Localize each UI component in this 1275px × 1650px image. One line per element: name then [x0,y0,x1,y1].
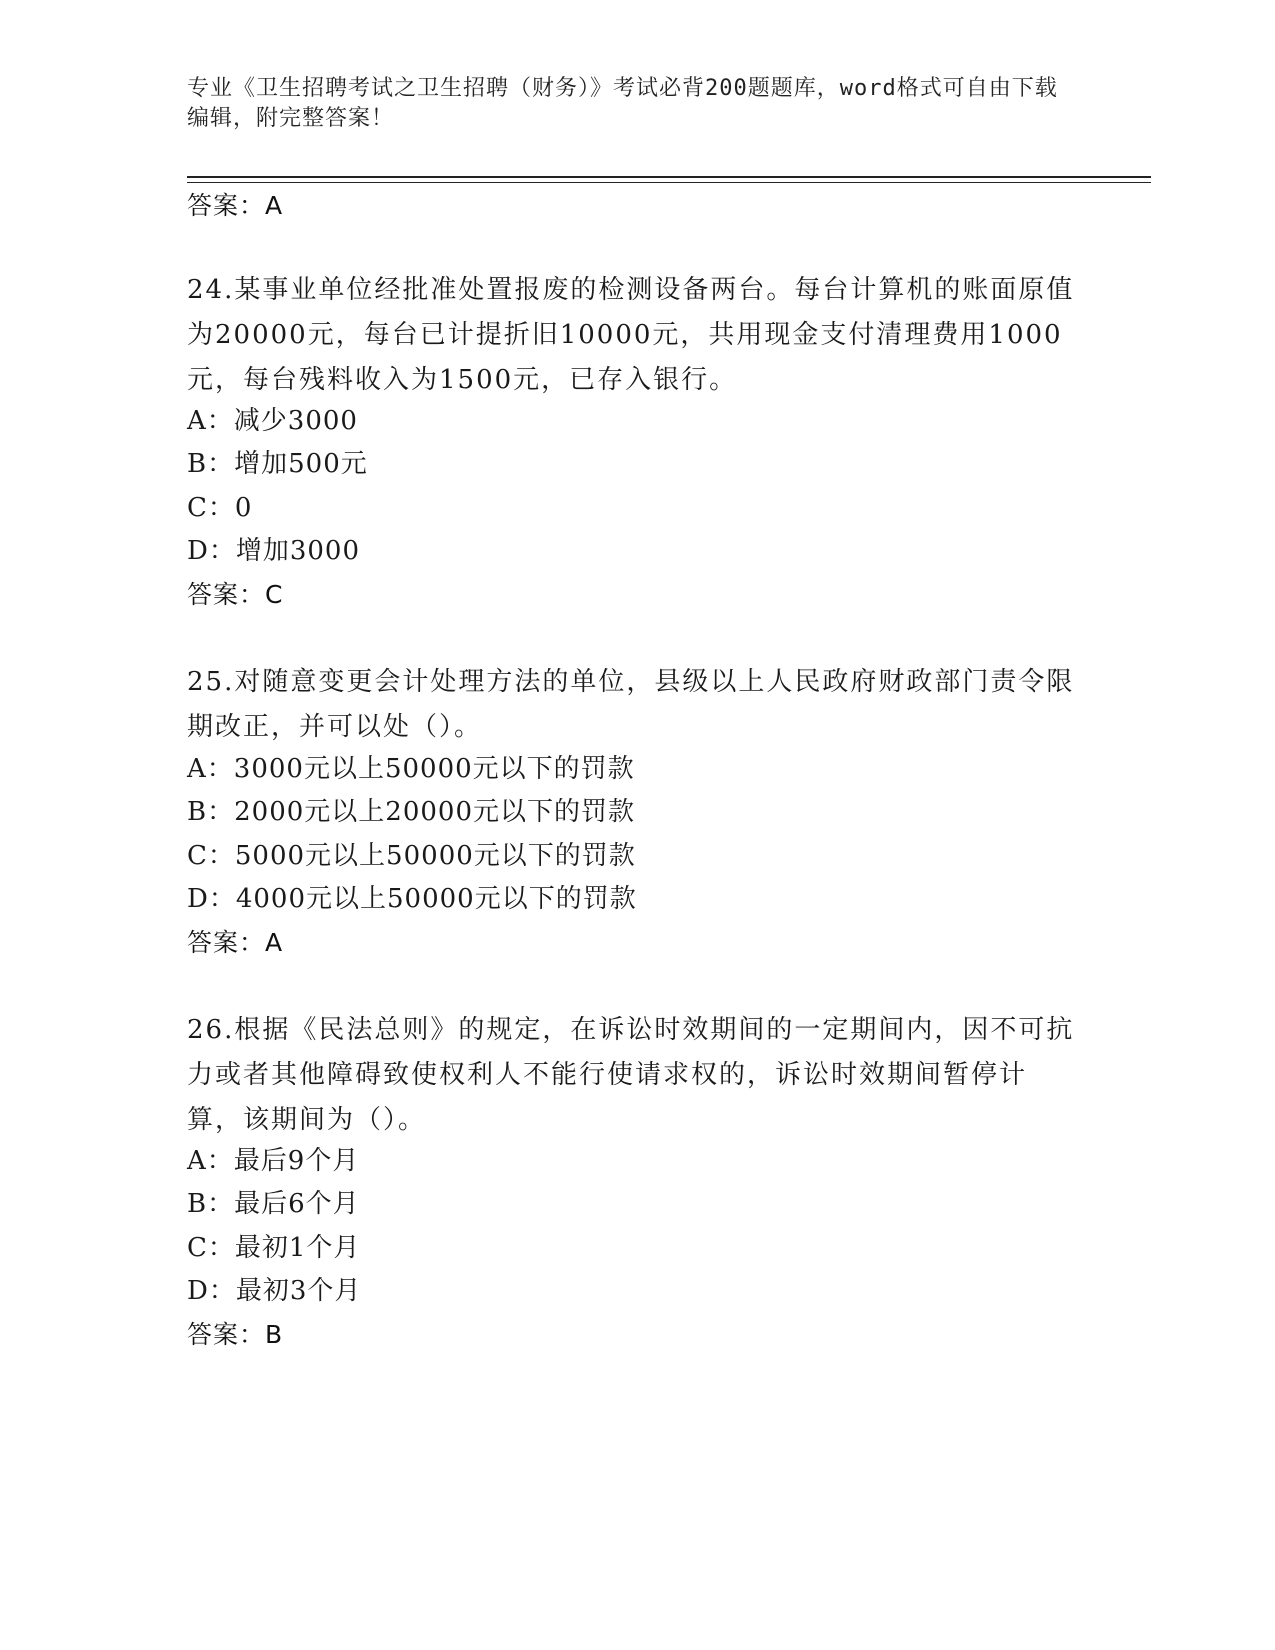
question-26-text: 26.根据《民法总则》的规定，在诉讼时效期间的一定期间内，因不可抗力或者其他障碍致使权利人不能行使请求权的，诉讼时效期间暂停计算，该期间为（）。 [187,1015,1075,1135]
document-header: 专业《卫生招聘考试之卫生招聘（财务）》考试必背200题题库，word格式可自由下载编辑，附完整答案！ [187,76,1058,131]
question-24-option-b: B：增加500元 [187,449,368,479]
question-25-text: 25.对随意变更会计处理方法的单位，县级以上人民政府财政部门责令限期改正，并可以处（）。 [187,667,1075,742]
question-25-option-d: D：4000元以上50000元以下的罚款 [187,884,637,914]
header-divider-thick [187,176,1151,178]
question-25-option-a: A：3000元以上50000元以下的罚款 [187,754,635,784]
question-24-option-a: A：减少3000 [187,406,358,436]
previous-answer: 答案：A [187,191,284,220]
question-25-option-c: C：5000元以上50000元以下的罚款 [187,841,636,871]
header-divider-thin [187,182,1151,183]
question-26-option-b: B：最后6个月 [187,1189,360,1219]
question-24-answer: 答案：C [187,580,284,609]
question-24-text: 24.某事业单位经批准处置报废的检测设备两台。每台计算机的账面原值为20000元，每台已计提折旧10000元，共用现金支付清理费用1000元，每台残料收入为1500元，已存入银行。 [187,275,1075,395]
question-26-answer: 答案：B [187,1320,284,1349]
question-26-option-c: C：最初1个月 [187,1233,361,1263]
question-24-option-c: C：0 [187,493,253,523]
question-26-option-a: A：最后9个月 [187,1146,360,1176]
question-24-option-d: D：增加3000 [187,536,361,566]
question-26-option-d: D：最初3个月 [187,1276,362,1306]
question-25-option-b: B：2000元以上20000元以下的罚款 [187,797,635,827]
question-25-answer: 答案：A [187,928,284,957]
